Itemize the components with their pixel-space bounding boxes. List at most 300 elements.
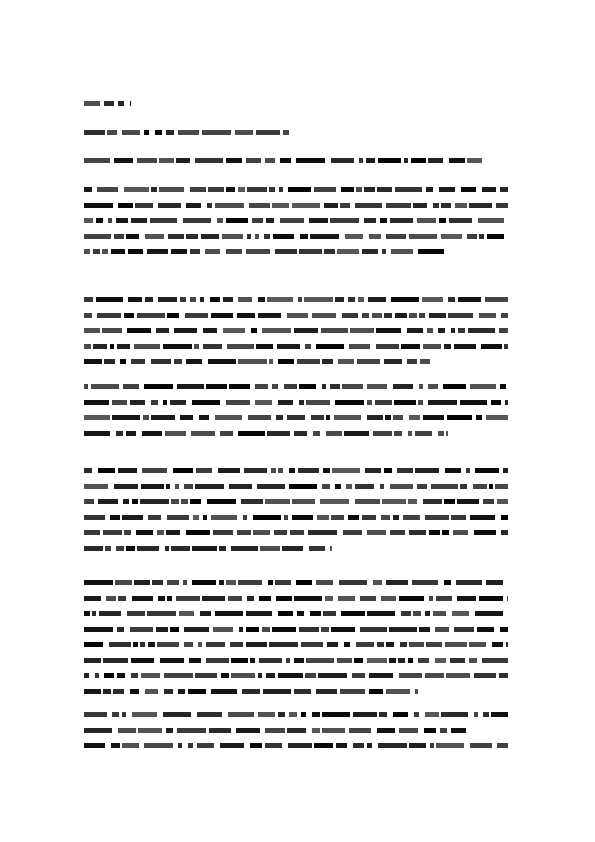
text-glyph-run [135, 203, 153, 208]
text-glyph-run [229, 484, 252, 489]
text-glyph-run [164, 689, 173, 694]
text-glyph-run [150, 218, 177, 223]
text-glyph-run [386, 689, 410, 694]
text-glyph-run [500, 384, 506, 389]
text-glyph-run [109, 642, 131, 647]
text-glyph-run [419, 384, 423, 389]
text-glyph-run [247, 234, 251, 239]
text-glyph-run [258, 313, 281, 318]
text-glyph-run [271, 468, 276, 473]
text-glyph-run [111, 743, 120, 748]
text-glyph-run [284, 515, 288, 520]
text-glyph-run [348, 515, 359, 520]
text-glyph-run [314, 743, 333, 748]
text-glyph-run [155, 130, 162, 135]
text-glyph-run [306, 658, 334, 663]
text-glyph-run [401, 611, 411, 616]
text-glyph-run [253, 515, 281, 520]
text-glyph-run [504, 344, 508, 349]
text-glyph-run [496, 203, 508, 208]
text-glyph-run [384, 468, 392, 473]
text-glyph-run [478, 218, 504, 223]
text-glyph-run [126, 546, 135, 551]
text-glyph-run [409, 743, 426, 748]
text-glyph-run [369, 689, 383, 694]
text-glyph-run [147, 249, 168, 254]
text-glyph-run [308, 530, 337, 535]
text-glyph-run [130, 400, 145, 405]
text-glyph-run [84, 384, 88, 389]
text-glyph-run [206, 642, 225, 647]
text-glyph-run [128, 249, 143, 254]
text-glyph-run [228, 712, 254, 717]
text-glyph-run [354, 658, 363, 663]
text-glyph-run [305, 344, 311, 349]
text-glyph-run [430, 743, 434, 748]
text-glyph-run [408, 658, 413, 663]
text-line [84, 247, 512, 256]
text-glyph-run [84, 130, 105, 135]
text-glyph-run [103, 658, 128, 663]
text-glyph-run [413, 611, 421, 616]
text-glyph-run [126, 431, 136, 436]
text-glyph-run [385, 415, 391, 420]
text-glyph-run [178, 743, 182, 748]
text-glyph-run [470, 515, 495, 520]
text-glyph-run [473, 484, 487, 489]
text-glyph-run [390, 530, 405, 535]
text-glyph-run [418, 249, 444, 254]
text-glyph-run [206, 384, 227, 389]
text-glyph-run [185, 313, 208, 318]
text-glyph-run [171, 546, 190, 551]
text-glyph-run [497, 743, 508, 748]
text-glyph-run [409, 415, 420, 420]
text-line [84, 311, 512, 320]
text-glyph-run [165, 546, 169, 551]
text-glyph-run [181, 499, 188, 504]
text-glyph-run [423, 415, 444, 420]
text-glyph-run [226, 187, 235, 192]
text-glyph-run [223, 328, 245, 333]
text-glyph-run [184, 627, 209, 632]
text-glyph-run [413, 203, 427, 208]
text-glyph-run [203, 344, 222, 349]
text-glyph-run [184, 484, 193, 489]
text-glyph-run [137, 546, 159, 551]
text-glyph-run [338, 596, 355, 601]
text-glyph-run [273, 234, 294, 239]
text-glyph-run [158, 297, 177, 302]
text-glyph-run [231, 673, 255, 678]
text-line [84, 726, 512, 735]
text-glyph-run [441, 712, 468, 717]
text-glyph-run [167, 313, 179, 318]
text-glyph-run [299, 627, 319, 632]
text-glyph-run [201, 234, 219, 239]
text-glyph-run [450, 658, 465, 663]
text-glyph-run [231, 658, 248, 663]
text-glyph-run [131, 673, 138, 678]
text-glyph-run [91, 384, 119, 389]
text-glyph-run [157, 530, 164, 535]
text-line [84, 185, 512, 194]
text-glyph-run [439, 218, 446, 223]
text-glyph-run [448, 313, 473, 318]
text-glyph-run [222, 234, 243, 239]
text-glyph-run [239, 627, 243, 632]
text-glyph-run [364, 218, 376, 223]
text-glyph-run [292, 515, 313, 520]
text-glyph-run [165, 431, 186, 436]
text-glyph-run [362, 249, 378, 254]
text-glyph-run [138, 728, 162, 733]
text-line [84, 357, 512, 366]
text-glyph-run [287, 728, 306, 733]
text-glyph-run [386, 642, 394, 647]
text-glyph-run [482, 187, 496, 192]
text-glyph-run [159, 158, 174, 163]
text-glyph-run [338, 359, 354, 364]
text-glyph-run [178, 130, 199, 135]
text-glyph-run [84, 627, 113, 632]
text-glyph-run [317, 515, 329, 520]
text-glyph-run [289, 468, 295, 473]
text-glyph-run [373, 431, 392, 436]
text-glyph-run [97, 187, 118, 192]
text-glyph-run [376, 328, 401, 333]
text-glyph-run [198, 642, 202, 647]
text-glyph-run [451, 728, 466, 733]
text-line [84, 497, 512, 506]
text-glyph-run [206, 658, 229, 663]
text-glyph-run [132, 596, 153, 601]
text-glyph-run [433, 611, 446, 616]
text-glyph-run [346, 484, 352, 489]
text-glyph-run [439, 187, 455, 192]
text-glyph-run [137, 158, 157, 163]
text-glyph-run [500, 187, 508, 192]
text-glyph-run [250, 658, 255, 663]
text-glyph-run [289, 484, 317, 489]
text-glyph-run [386, 580, 408, 585]
text-glyph-run [177, 384, 204, 389]
text-glyph-run [309, 218, 328, 223]
text-glyph-run [322, 384, 326, 389]
text-glyph-run [219, 580, 224, 585]
text-glyph-run [178, 689, 185, 694]
text-line [84, 128, 512, 137]
text-glyph-run [299, 400, 304, 405]
text-glyph-run [322, 712, 350, 717]
text-glyph-run [288, 187, 311, 192]
text-line [84, 513, 512, 522]
text-glyph-run [399, 728, 418, 733]
text-glyph-run [377, 642, 384, 647]
text-glyph-run [449, 218, 472, 223]
text-glyph-run [419, 313, 425, 318]
text-glyph-run [241, 499, 263, 504]
text-glyph-run [190, 499, 201, 504]
text-glyph-run [381, 515, 390, 520]
text-glyph-run [460, 400, 487, 405]
text-glyph-run [393, 415, 403, 420]
text-glyph-run [112, 712, 119, 717]
text-glyph-run [386, 234, 406, 239]
text-glyph-run [110, 344, 114, 349]
text-glyph-run [255, 384, 268, 389]
text-glyph-run [475, 468, 499, 473]
text-glyph-run [117, 673, 125, 678]
text-glyph-run [226, 158, 242, 163]
text-glyph-run [268, 580, 273, 585]
text-glyph-run [203, 515, 207, 520]
text-glyph-run [237, 530, 251, 535]
text-glyph-run [359, 158, 363, 163]
text-glyph-run [278, 611, 293, 616]
text-glyph-run [123, 384, 139, 389]
text-glyph-run [106, 596, 116, 601]
text-glyph-run [331, 627, 355, 632]
text-glyph-run [131, 658, 154, 663]
text-glyph-run [84, 611, 90, 616]
text-glyph-run [312, 728, 320, 733]
text-glyph-run [223, 297, 233, 302]
text-glyph-run [84, 530, 100, 535]
text-glyph-run [341, 187, 354, 192]
text-line [84, 295, 512, 304]
text-glyph-run [378, 743, 407, 748]
text-glyph-run [188, 689, 206, 694]
text-glyph-run [418, 400, 423, 405]
text-glyph-run [297, 611, 304, 616]
text-glyph-run [158, 596, 165, 601]
text-glyph-run [334, 415, 361, 420]
text-glyph-run [373, 580, 382, 585]
text-glyph-run [479, 234, 484, 239]
text-glyph-run [266, 673, 275, 678]
text-glyph-run [122, 130, 140, 135]
text-line [84, 342, 512, 351]
text-glyph-run [314, 187, 336, 192]
text-glyph-run [398, 658, 405, 663]
text-glyph-run [93, 249, 100, 254]
text-glyph-run [171, 499, 179, 504]
text-glyph-run [253, 530, 270, 535]
text-glyph-run [366, 158, 375, 163]
text-glyph-run [108, 218, 112, 223]
text-glyph-run [367, 611, 395, 616]
text-glyph-run [116, 218, 128, 223]
text-glyph-run [174, 328, 197, 333]
text-glyph-run [148, 515, 161, 520]
text-glyph-run [148, 642, 155, 647]
text-glyph-run [380, 484, 384, 489]
text-glyph-run [200, 297, 204, 302]
text-glyph-run [151, 400, 158, 405]
text-glyph-run [395, 187, 422, 192]
text-glyph-run [99, 611, 121, 616]
text-line [84, 201, 512, 210]
text-glyph-run [485, 297, 508, 302]
text-glyph-run [246, 642, 267, 647]
text-glyph-run [438, 328, 445, 333]
text-glyph-run [367, 658, 387, 663]
text-glyph-run [324, 249, 335, 254]
text-glyph-run [358, 297, 364, 302]
text-glyph-run [170, 627, 179, 632]
text-glyph-run [323, 611, 336, 616]
text-line [84, 156, 512, 165]
text-glyph-run [235, 130, 253, 135]
text-glyph-run [444, 499, 455, 504]
text-glyph-run [111, 249, 125, 254]
text-glyph-run [299, 249, 322, 254]
text-glyph-run [409, 530, 426, 535]
text-glyph-run [395, 313, 407, 318]
text-glyph-run [130, 689, 139, 694]
text-glyph-run [251, 328, 257, 333]
text-glyph-run [499, 673, 508, 678]
text-glyph-run [84, 400, 109, 405]
text-glyph-run [243, 515, 247, 520]
text-glyph-run [226, 400, 250, 405]
text-glyph-run [246, 627, 259, 632]
text-glyph-run [310, 611, 321, 616]
text-glyph-run [267, 297, 293, 302]
text-glyph-run [284, 384, 297, 389]
text-glyph-run [455, 203, 467, 208]
text-glyph-run [476, 415, 482, 420]
text-glyph-run [276, 596, 292, 601]
text-glyph-run [246, 611, 272, 616]
text-glyph-run [411, 158, 426, 163]
text-glyph-run [167, 596, 172, 601]
text-glyph-run [300, 234, 308, 239]
text-glyph-run [379, 712, 387, 717]
text-glyph-run [288, 743, 312, 748]
text-glyph-run [272, 384, 278, 389]
text-line [84, 398, 512, 407]
text-glyph-run [357, 359, 380, 364]
text-glyph-run [355, 484, 374, 489]
text-glyph-run [167, 580, 179, 585]
text-glyph-run [469, 658, 477, 663]
text-glyph-run [408, 499, 417, 504]
text-glyph-run [95, 673, 99, 678]
text-glyph-run [367, 384, 387, 389]
text-glyph-run [147, 611, 176, 616]
text-glyph-run [441, 203, 451, 208]
text-glyph-run [210, 297, 220, 302]
text-glyph-run [352, 673, 365, 678]
text-glyph-run [171, 249, 187, 254]
text-glyph-run [278, 673, 303, 678]
text-glyph-run [286, 658, 290, 663]
text-glyph-run [294, 658, 304, 663]
text-glyph-run [163, 712, 191, 717]
text-glyph-run [457, 596, 476, 601]
text-glyph-run [265, 499, 290, 504]
text-glyph-run [145, 689, 158, 694]
text-glyph-run [238, 187, 245, 192]
text-glyph-run [263, 689, 291, 694]
text-glyph-run [305, 673, 316, 678]
text-glyph-run [417, 484, 427, 489]
text-glyph-run [275, 580, 291, 585]
text-glyph-run [426, 642, 442, 647]
text-glyph-run [458, 297, 481, 302]
text-glyph-run [487, 234, 504, 239]
text-glyph-run [394, 400, 416, 405]
text-glyph-run [418, 658, 429, 663]
text-glyph-run [409, 642, 424, 647]
text-glyph-run [211, 515, 237, 520]
text-glyph-run [84, 468, 92, 473]
text-glyph-run [269, 359, 273, 364]
text-glyph-run [407, 359, 417, 364]
text-glyph-run [497, 499, 508, 504]
text-glyph-run [255, 400, 272, 405]
text-glyph-run [215, 415, 242, 420]
text-glyph-run [393, 712, 408, 717]
text-glyph-run [179, 611, 194, 616]
text-line [84, 482, 512, 491]
text-glyph-run [321, 627, 329, 632]
text-glyph-run [296, 158, 325, 163]
text-glyph-run [377, 728, 395, 733]
text-glyph-run [483, 499, 494, 504]
text-glyph-run [481, 344, 502, 349]
text-glyph-run [258, 712, 275, 717]
text-glyph-run [292, 203, 320, 208]
text-glyph-run [507, 596, 508, 601]
text-glyph-run [104, 359, 115, 364]
text-glyph-run [190, 187, 206, 192]
text-glyph-run [166, 530, 180, 535]
text-glyph-run [330, 546, 332, 551]
text-glyph-run [112, 415, 140, 420]
text-glyph-run [211, 313, 233, 318]
text-glyph-run [353, 743, 364, 748]
text-glyph-run [335, 484, 341, 489]
text-glyph-run [226, 218, 248, 223]
text-glyph-run [355, 203, 382, 208]
text-glyph-run [258, 297, 265, 302]
text-glyph-run [297, 359, 320, 364]
text-glyph-run [122, 743, 139, 748]
text-glyph-run [84, 712, 107, 717]
text-glyph-run [84, 234, 111, 239]
text-glyph-run [415, 468, 439, 473]
text-glyph-run [316, 689, 337, 694]
text-glyph-run [322, 484, 330, 489]
text-glyph-run [412, 580, 438, 585]
text-line [84, 326, 512, 335]
text-glyph-run [384, 313, 392, 318]
text-glyph-run [296, 580, 312, 585]
text-glyph-run [186, 234, 198, 239]
text-glyph-run [460, 484, 467, 489]
text-glyph-run [194, 344, 199, 349]
text-glyph-run [424, 728, 436, 733]
text-glyph-run [97, 313, 121, 318]
text-glyph-run [469, 642, 486, 647]
text-glyph-run [260, 546, 280, 551]
text-glyph-run [382, 499, 406, 504]
text-glyph-run [175, 484, 179, 489]
text-glyph-run [342, 313, 358, 318]
